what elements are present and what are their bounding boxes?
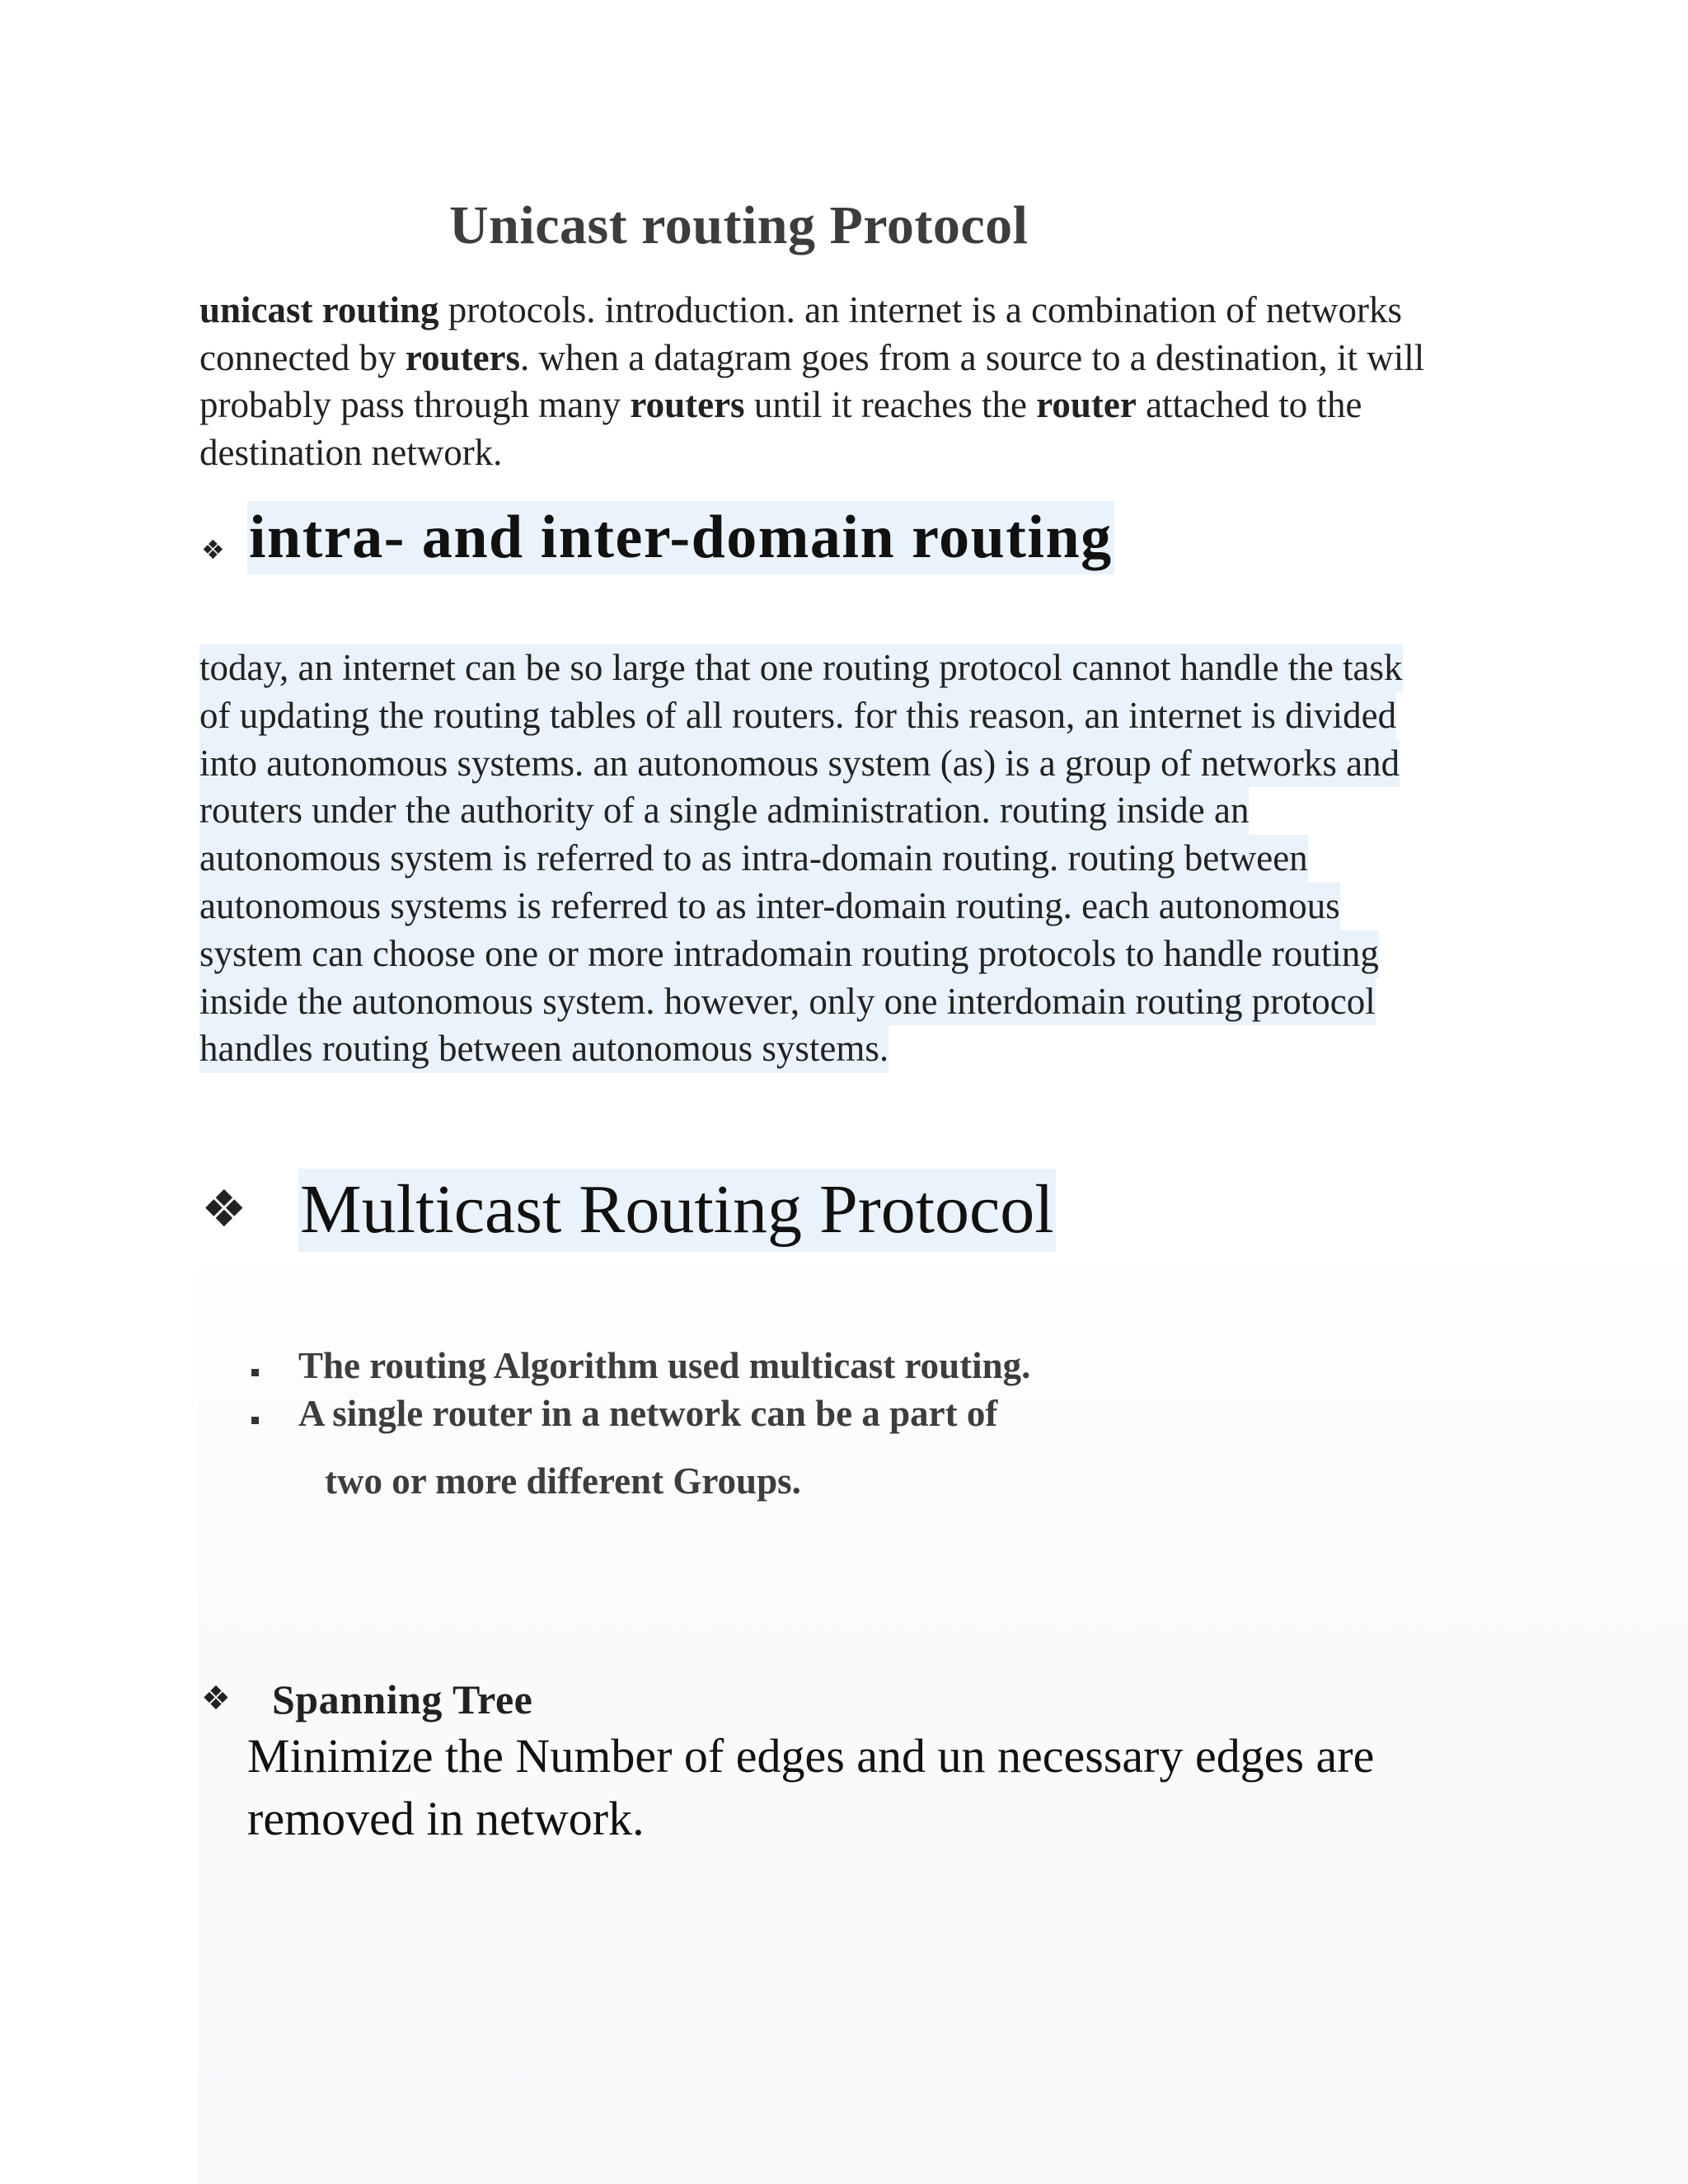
diamond-bullet-icon: ❖	[201, 534, 225, 565]
paragraph-line: routers under the authority of a single administration. routing inside an	[199, 787, 1249, 835]
section-heading-spanning-tree: Spanning Tree	[272, 1676, 533, 1722]
intro-bold-routers-2: routers	[630, 384, 745, 425]
list-item-continuation: two or more different Groups.	[325, 1460, 801, 1502]
section-heading-multicast: Multicast Routing Protocol	[298, 1169, 1056, 1252]
page-title: Unicast routing Protocol	[449, 195, 1029, 255]
paragraph-line: handles routing between autonomous systems.	[199, 1025, 889, 1073]
paragraph-line: today, an internet can be so large that one routing protocol cannot handle the task	[199, 644, 1403, 692]
paragraph-line: autonomous system is referred to as intra-domain routing. routing between	[199, 835, 1308, 883]
section-heading-intra-inter-domain: intra- and inter-domain routing	[247, 501, 1114, 574]
intro-text-1: protocols. introduction. an internet is a combination of networks connected by	[199, 289, 1402, 378]
list-item-multicast-2: A single router in a network can be a part of	[298, 1393, 998, 1434]
intro-text-2: . when a datagram goes from a source to a destination, it will probably pass through many	[199, 336, 1425, 425]
diamond-bullet-icon: ❖	[201, 1680, 231, 1718]
intro-bold-routers-1: routers	[405, 336, 521, 378]
intra-domain-paragraph	[199, 644, 1469, 1073]
paragraph-line: into autonomous systems. an autonomous system (as) is a group of networks and	[199, 740, 1400, 788]
list-item-multicast-1: The routing Algorithm used multicast routing.	[298, 1345, 1031, 1386]
intro-bold-unicast-routing: unicast routing	[199, 289, 439, 330]
intro-bold-router: router	[1036, 384, 1137, 425]
diamond-bullet-icon: ❖	[201, 1179, 247, 1239]
square-bullet-icon	[251, 1417, 259, 1424]
paragraph-line: system can choose one or more intradomain routing protocols to handle routing	[199, 930, 1379, 978]
square-bullet-icon	[251, 1369, 259, 1376]
paragraph-line: inside the autonomous system. however, only one interdomain routing protocol	[199, 978, 1376, 1026]
paragraph-line: autonomous systems is referred to as inter-domain routing. each autonomous	[199, 883, 1340, 930]
spanning-tree-description: Minimize the Number of edges and un necessary edges are removed in network.	[247, 1729, 1375, 1845]
intro-paragraph	[199, 287, 1485, 476]
intro-text-4: attached to the destination network.	[199, 384, 1362, 473]
paragraph-line: of updating the routing tables of all routers. for this reason, an internet is divided	[199, 692, 1396, 740]
intro-text-3: until it reaches the	[744, 384, 1037, 425]
